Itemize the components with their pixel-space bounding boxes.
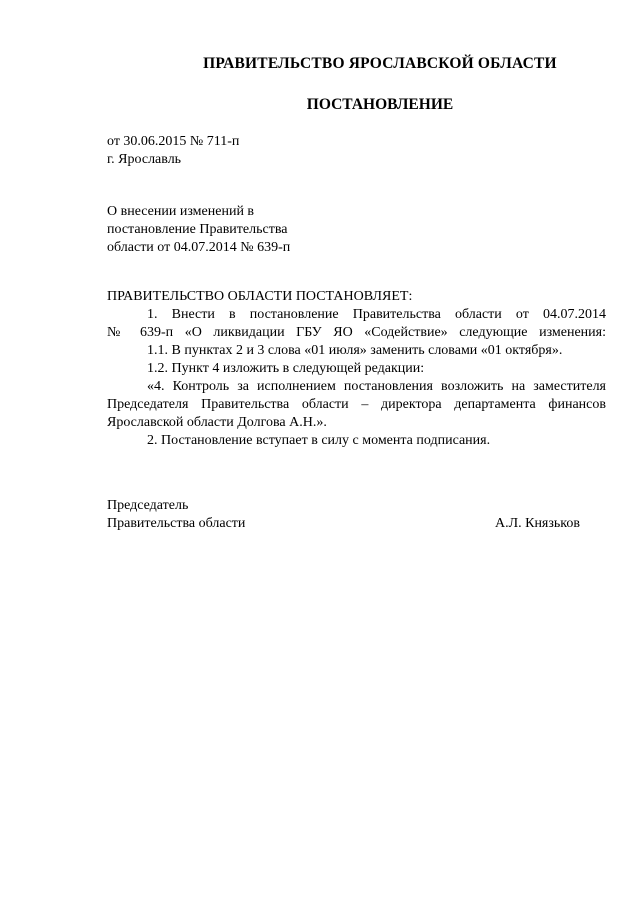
subject-line-3: области от 04.07.2014 № 639-п <box>107 240 291 255</box>
paragraph-1-line-1: 1. Внести в постановление Правительства области от 04.07.2014 <box>147 307 606 322</box>
signer-name: А.Л. Князьков <box>495 516 580 531</box>
signer-title-line-1: Председатель <box>107 498 189 513</box>
date-number: от 30.06.2015 № 711-п <box>107 134 240 149</box>
paragraph-1-line-2: № 639-п «О ликвидации ГБУ ЯО «Содействие» следующие изменения: <box>107 325 606 340</box>
resolution-intro: ПРАВИТЕЛЬСТВО ОБЛАСТИ ПОСТАНОВЛЯЕТ: <box>107 289 413 304</box>
signer-title-line-2: Правительства области <box>107 516 246 531</box>
city: г. Ярославль <box>107 152 182 167</box>
paragraph-1-2: 1.2. Пункт 4 изложить в следующей редакции: <box>147 361 425 376</box>
subject-line-2: постановление Правительства <box>107 222 288 237</box>
subject-line-1: О внесении изменений в <box>107 204 255 219</box>
quote-line-1: «4. Контроль за исполнением постановления возложить на заместителя <box>147 379 606 394</box>
paragraph-1-1: 1.1. В пунктах 2 и 3 слова «01 июля» заменить словами «01 октября». <box>147 343 563 358</box>
government-title: ПРАВИТЕЛЬСТВО ЯРОСЛАВСКОЙ ОБЛАСТИ <box>203 55 557 72</box>
document-type: ПОСТАНОВЛЕНИЕ <box>306 96 454 113</box>
quote-line-3: Ярославской области Долгова А.Н.». <box>107 415 327 430</box>
paragraph-2: 2. Постановление вступает в силу с момента подписания. <box>147 433 491 448</box>
quote-line-2: Председателя Правительства области – директора департамента финансов <box>107 397 606 412</box>
